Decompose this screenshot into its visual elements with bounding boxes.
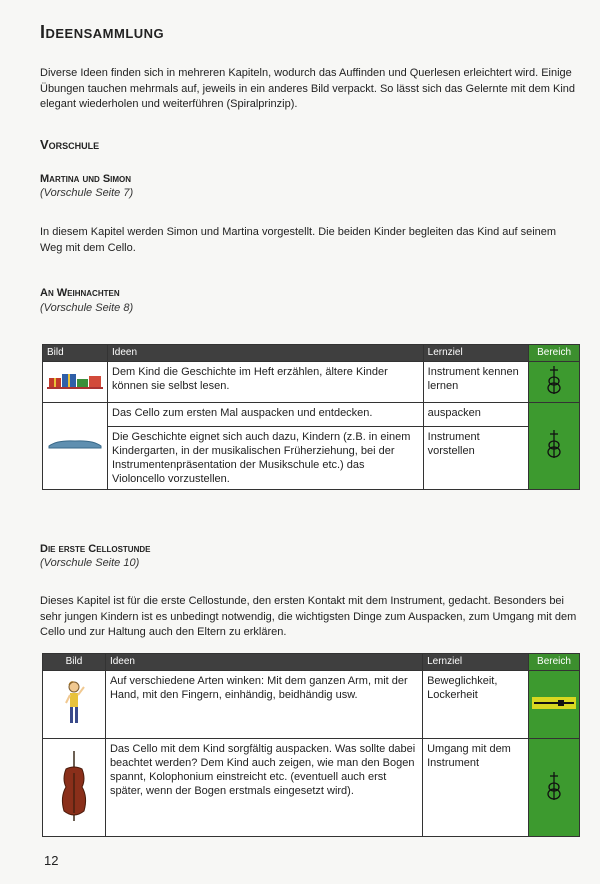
sub1-ref: (Vorschule Seite 7) <box>40 187 134 199</box>
header-lernziel: Lernziel <box>423 345 528 362</box>
header-bild: Bild <box>43 345 108 362</box>
idee-cell: Dem Kind die Geschichte im Heft erzählen, ältere Kinder können sie selbst lesen. <box>108 362 424 403</box>
cello-case-icon <box>43 403 108 490</box>
table-row <box>43 739 580 837</box>
header-bereich: Bereich <box>529 345 580 362</box>
table-weihnachten <box>42 344 580 490</box>
lernziel-cell: Instrument vorstellen <box>423 427 528 490</box>
header-ideen: Ideen <box>105 654 422 671</box>
bow-icon <box>529 671 580 739</box>
idee-cell: Auf verschiedene Arten winken: Mit dem ganzen Arm, mit der Hand, mit den Fingern, einhändig, beidhändig usw. <box>105 671 422 739</box>
header-bild: Bild <box>43 654 106 671</box>
sub3-ref: (Vorschule Seite 10) <box>40 557 140 569</box>
lernziel-cell: Instrument kennen lernen <box>423 362 528 403</box>
idee-cell: Die Geschichte eignet sich auch dazu, Kindern (z.B. in einem Kindergarten, in der musikalischen Früherziehung, bei der Instrumentenpräsentation der Musikschule etc.) das Violoncello vorzustellen. <box>108 427 424 490</box>
sub3-text: Dieses Kapitel ist für die erste Cellostunde, den ersten Kontakt mit dem Instrument, gedacht. Besonders bei sehr jungen Kindern ist es unbedingt notwendig, die wichtigsten Dinge zum Auspacken, zum Umgang mit dem Cello und zur Haltung auch den Eltern zu erklären. <box>40 595 577 638</box>
cello-icon <box>529 362 580 403</box>
waving-child-icon <box>43 671 106 739</box>
table-row <box>43 362 580 403</box>
lernziel-cell: Umgang mit dem Instrument <box>423 739 529 837</box>
cello-icon <box>529 739 580 837</box>
cello-icon <box>43 739 106 837</box>
gifts-icon <box>43 362 108 403</box>
page-title: Ideensammlung <box>40 22 165 42</box>
header-bereich: Bereich <box>529 654 580 671</box>
sub2-title: An Weihnachten <box>40 287 120 299</box>
idee-cell: Das Cello zum ersten Mal auspacken und entdecken. <box>108 403 424 427</box>
header-ideen: Ideen <box>108 345 424 362</box>
section-title: Vorschule <box>40 137 100 152</box>
lernziel-cell: auspacken <box>423 403 528 427</box>
sub1-text: In diesem Kapitel werden Simon und Martina vorgestellt. Die beiden Kinder begleiten das Kind auf seinem Weg mit dem Cello. <box>40 226 557 254</box>
table-row <box>43 427 580 490</box>
idee-cell: Das Cello mit dem Kind sorgfältig auspacken. Was sollte dabei beachtet werden? Dem Kind auch zeigen, wie man den Bogen spannt, Kolophonium einstreicht etc. (eventuell auch erst später, wenn der Bogen erstmals eingesetzt wird). <box>105 739 422 837</box>
table-row <box>43 403 580 427</box>
cello-icon <box>529 403 580 490</box>
page-number: 12 <box>44 853 59 868</box>
sub1-title: Martina und Simon <box>40 173 132 185</box>
header-lernziel: Lernziel <box>423 654 529 671</box>
table-row <box>43 671 580 739</box>
sub2-ref: (Vorschule Seite 8) <box>40 302 134 314</box>
table-cellostunde <box>42 653 580 837</box>
intro-text: Diverse Ideen finden sich in mehreren Kapiteln, wodurch das Auffinden und Querlesen erleichtert wird. Einige Übungen tauchen mehrmals auf, jeweils in ein anderes Bild verpackt. So lässt sich das Gelernte mit dem Kind elegant wiederholen und weiterführen (Spiralprinzip). <box>40 67 575 110</box>
sub3-title: Die erste Cellostunde <box>40 543 151 555</box>
lernziel-cell: Beweglichkeit, Lockerheit <box>423 671 529 739</box>
